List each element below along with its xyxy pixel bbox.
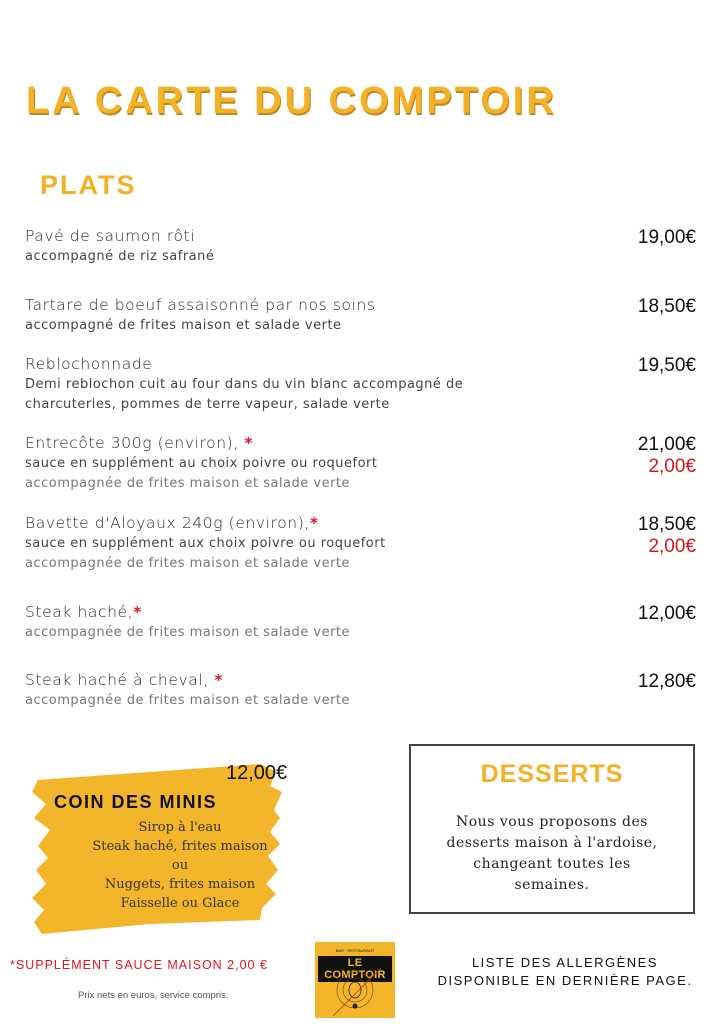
dish-description: sauce en supplément au choix poivre ou roquefort [25,456,378,471]
kids-menu-items [70,818,290,913]
logo-emblem-icon [315,968,395,1018]
section-title-plats: PLATS [40,170,137,200]
sauce-asterisk: * [133,603,142,621]
logo-brand-text: LE COMPTOIR [318,956,392,982]
sauce-asterisk: * [309,514,319,532]
dish-description: accompagnée de frites maison et salade verte [25,693,351,708]
dish-description: accompagnée de frites maison et salade verte [25,625,351,640]
kids-menu-item: Sirop à l'eau [138,820,222,835]
kids-menu-item: Faisselle ou Glace [120,896,240,911]
dish-description-2: accompagnée de frites maison et salade verte [25,476,351,491]
dish-description: Demi reblochon cuit au four dans du vin blanc accompagné de [25,377,464,392]
menu-title: LA CARTE DU COMPTOIR [26,80,557,122]
sauce-price: 2,00€ [648,456,696,477]
dish-description: accompagné de frites maison et salade verte [25,318,342,333]
dish-item [25,671,696,711]
dish-item [25,355,696,415]
dish-price: 19,00€ [637,227,696,248]
dish-price: 18,50€ 2,00€ [637,514,696,557]
dish-price: 19,50€ [637,355,696,376]
dish-name: Pavé de saumon rôti [25,227,196,245]
kids-menu-item: Nuggets, frites maison [104,877,256,892]
dish-name: Bavette d'Aloyaux 240g (environ),* [25,514,319,532]
dish-item [25,434,696,494]
dish-name: Entrecôte 300g (environ), * [25,434,254,452]
sauce-asterisk: * [214,671,224,689]
dish-price: 18,50€ [637,296,696,317]
desserts-title: DESSERTS [480,760,624,788]
price-note: Prix nets en euros, service compris. [78,990,229,1001]
restaurant-logo: BAR · RESTAURANT LE COMPTOIR [315,942,395,1018]
sauce-asterisk: * [244,434,254,452]
dish-description: accompagné de riz safrané [25,249,215,264]
dish-item [25,603,696,643]
dish-description-2: charcuteries, pommes de terre vapeur, salade verte [25,397,390,412]
kids-menu-title: COIN DES MINIS [54,792,218,812]
dish-name: Steak haché à cheval, * [25,671,224,689]
desserts-box [409,744,695,914]
kids-menu-price: 12,00€ [226,762,288,784]
dish-item [25,227,696,267]
kids-menu-box [30,752,288,930]
dish-name: Tartare de boeuf assaisonné par nos soins [25,296,376,314]
dish-description-2: accompagnée de frites maison et salade verte [25,556,351,571]
sauce-price: 2,00€ [648,536,696,557]
dish-item [25,296,696,336]
kids-menu-item: ou [171,858,189,873]
dish-price: 12,00€ [637,603,696,624]
dish-price: 12,80€ [637,671,696,692]
dish-name: Reblochonnade [25,355,153,373]
dish-price: 21,00€ 2,00€ [637,434,696,477]
desserts-description: Nous vous proposons des desserts maison à l'ardoise, changeant toutes les semaines. [446,814,658,893]
dish-item [25,514,696,574]
dish-description: sauce en supplément aux choix poivre ou roquefort [25,536,386,551]
dish-name: Steak haché,* [25,603,142,621]
kids-menu-item: Steak haché, frites maison [92,839,268,854]
sauce-supplement-note: *SUPPLÉMENT SAUCE MAISON 2,00 € [10,958,268,972]
allergens-note: LISTE DES ALLERGÈNES DISPONIBLE EN DERNIÈRE PAGE. [437,955,693,988]
